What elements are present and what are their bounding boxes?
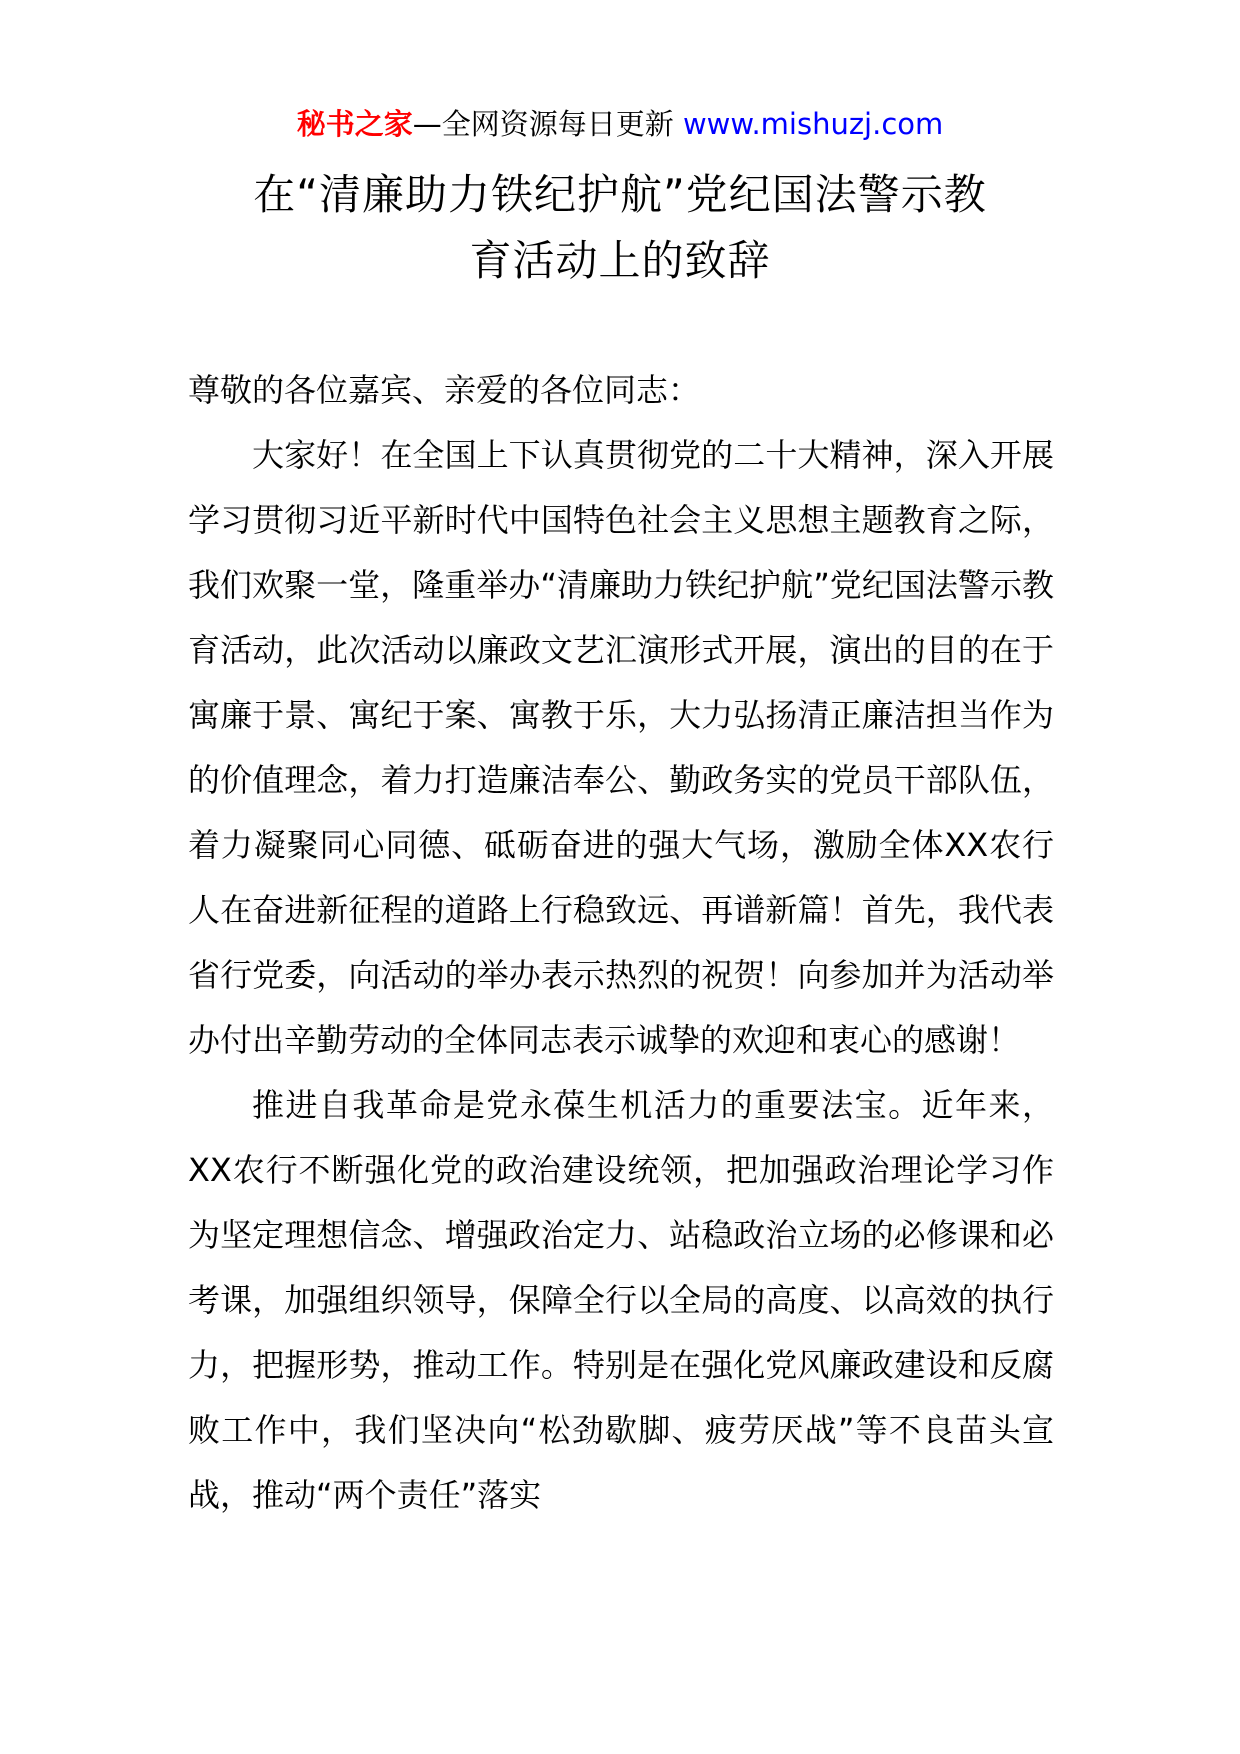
paragraph-2: 推进自我革命是党永葆生机活力的重要法宝。近年来，XX农行不断强化党的政治建设统领，把加强政治理论学习作为坚定理想信念、增强政治定力、站稳政治立场的必修课和必考课，加强组织领导，保障全行以全局的高度、以高效的执行力，把握形势，推动工作。特别是在强化党风廉政建设和反腐败工作中，我们坚决向“松劲歇脚、疲劳厌战”等不良苗头宣战，推动“两个责任”落实 — [188, 1086, 1054, 1514]
title-line-2: 育活动上的致辞 — [469, 236, 771, 285]
site-header — [0, 104, 1240, 144]
document-body — [188, 358, 1054, 1528]
header-tagline: —全网资源每日更新 — [412, 107, 674, 141]
salutation: 尊敬的各位嘉宾、亲爱的各位同志： — [188, 371, 701, 409]
paragraph-1: 大家好！在全国上下认真贯彻党的二十大精神，深入开展学习贯彻习近平新时代中国特色社会主义思想主题教育之际，我们欢聚一堂，隆重举办“清廉助力铁纪护航”党纪国法警示教育活动，此次活动以廉政文艺汇演形式开展，演出的目的在于寓廉于景、寓纪于案、寓教于乐，大力弘扬清正廉洁担当作为的价值理念，着力打造廉洁奉公、勤政务实的党员干部队伍，着力凝聚同心同德、砥砺奋进的强大气场，激励全体XX农行人在奋进新征程的道路上行稳致远、再谱新篇！首先，我代表省行党委，向活动的举办表示热烈的祝贺！向参加并为活动举办付出辛勤劳动的全体同志表示诚挚的欢迎和衷心的感谢！ — [188, 436, 1054, 1059]
document-title — [180, 162, 1060, 294]
brand-name: 秘书之家 — [296, 107, 413, 141]
site-url-link[interactable]: www.mishuzj.com — [682, 107, 944, 141]
title-line-1: 在“清廉助力铁纪护航”党纪国法警示教 — [253, 170, 987, 219]
